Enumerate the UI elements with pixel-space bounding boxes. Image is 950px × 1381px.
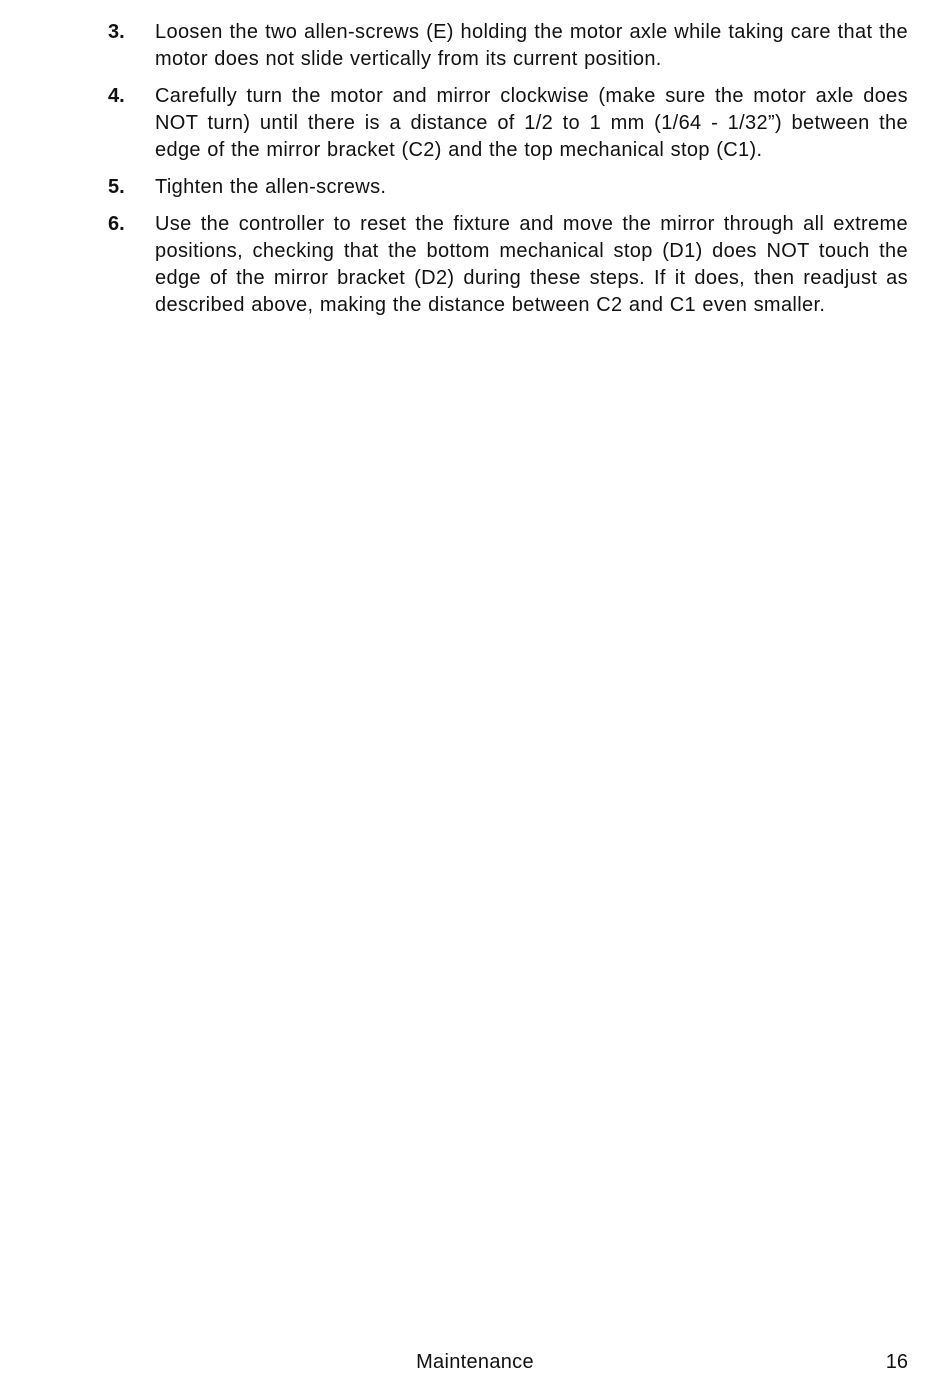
page-number: 16 bbox=[885, 1351, 908, 1373]
page-footer bbox=[0, 1348, 950, 1376]
procedure-step bbox=[108, 19, 908, 73]
step-number: 4. bbox=[108, 85, 125, 107]
step-text: Loosen the two allen-screws (E) holding the motor axle while taking care that the motor does not slide vertically from its current position. bbox=[155, 21, 908, 70]
procedure-step bbox=[108, 83, 908, 164]
step-number: 3. bbox=[108, 21, 125, 43]
procedure-step bbox=[108, 174, 908, 201]
step-text: Carefully turn the motor and mirror clockwise (make sure the motor axle does NOT turn) until there is a distance of 1/2 to 1 mm (1/64 - 1/32”) between the edge of the mirror bracket (C2) and the top mechanical stop (C1). bbox=[155, 85, 908, 161]
step-number: 5. bbox=[108, 176, 125, 198]
step-number: 6. bbox=[108, 213, 125, 235]
procedure-step bbox=[108, 211, 908, 319]
step-text: Use the controller to reset the fixture and move the mirror through all extreme positions, checking that the bottom mechanical stop (D1) does NOT touch the edge of the mirror bracket (D2) during these steps. If it does, then readjust as described above, making the distance between C2 and C1 even smaller. bbox=[155, 213, 908, 316]
procedure-steps-list bbox=[108, 19, 908, 329]
footer-section-title: Maintenance bbox=[416, 1351, 534, 1373]
step-text: Tighten the allen-screws. bbox=[155, 176, 387, 198]
